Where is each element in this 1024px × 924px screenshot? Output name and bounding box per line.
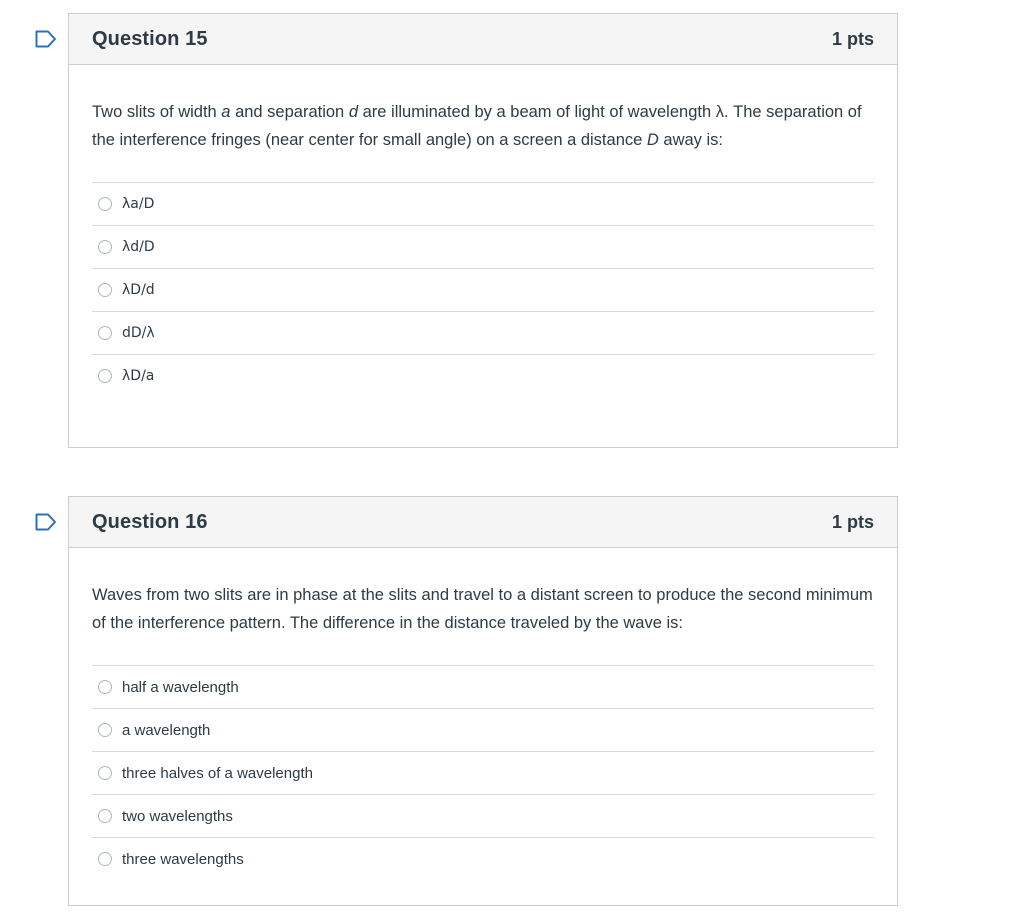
answer-list (92, 665, 874, 880)
answer-label[interactable]: half a wavelength (122, 678, 239, 696)
answer-option[interactable] (92, 838, 874, 880)
question-points: 1 pts (831, 511, 874, 532)
question-text: Two slits of width a and separation d are illuminated by a beam of light of wavelength λ. The separation of the interference fringes (near center for small angle) on a screen a distance D away is: (92, 103, 862, 149)
answer-label[interactable]: λa/D (122, 196, 155, 212)
answer-label[interactable]: dD/λ (122, 325, 155, 341)
radio-button[interactable] (98, 369, 112, 383)
question-header (69, 14, 897, 65)
answer-option[interactable] (92, 269, 874, 312)
radio-button[interactable] (98, 680, 112, 694)
answer-option[interactable] (92, 312, 874, 355)
answer-label[interactable]: λD/a (122, 368, 155, 384)
question-title: Question 15 (92, 27, 208, 50)
radio-button[interactable] (98, 809, 112, 823)
answer-label[interactable]: three wavelengths (122, 850, 244, 868)
answer-option[interactable] (92, 795, 874, 838)
answer-label[interactable]: λd/D (122, 239, 155, 255)
answer-option[interactable] (92, 666, 874, 709)
radio-button[interactable] (98, 852, 112, 866)
answer-label[interactable]: a wavelength (122, 721, 211, 739)
answer-option[interactable] (92, 183, 874, 226)
answer-option[interactable] (92, 709, 874, 752)
question-16 (68, 496, 898, 906)
radio-button[interactable] (98, 766, 112, 780)
question-text: Waves from two slits are in phase at the slits and travel to a distant screen to produce the second minimum of the interference pattern. The difference in the distance traveled by the wave is: (92, 586, 873, 632)
radio-button[interactable] (98, 723, 112, 737)
flag-question-icon[interactable] (35, 513, 57, 531)
flag-question-icon[interactable] (35, 30, 57, 48)
answer-label[interactable]: λD/d (122, 282, 155, 298)
question-title: Question 16 (92, 510, 208, 533)
question-header (69, 497, 897, 548)
radio-button[interactable] (98, 283, 112, 297)
question-body (69, 548, 897, 880)
question-body (69, 65, 897, 397)
answer-option[interactable] (92, 752, 874, 795)
answer-option[interactable] (92, 355, 874, 397)
answer-label[interactable]: two wavelengths (122, 807, 233, 825)
answer-option[interactable] (92, 226, 874, 269)
answer-list (92, 182, 874, 397)
radio-button[interactable] (98, 326, 112, 340)
answer-label[interactable]: three halves of a wavelength (122, 764, 313, 782)
radio-button[interactable] (98, 197, 112, 211)
question-15 (68, 13, 898, 448)
question-points: 1 pts (831, 28, 874, 49)
radio-button[interactable] (98, 240, 112, 254)
